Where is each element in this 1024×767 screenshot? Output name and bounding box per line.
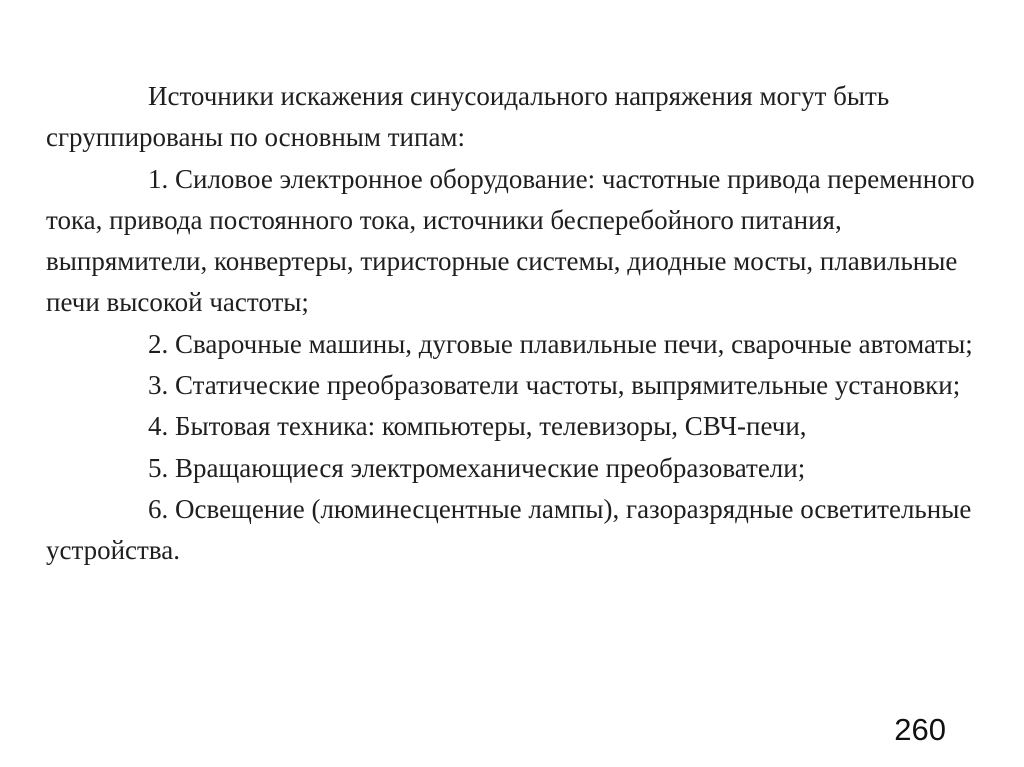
intro-paragraph: Источники искажения синусоидального напряжения могут быть сгруппированы по основным типам:: [46, 81, 890, 153]
list-item-1: 1. Силовое электронное оборудование: частотные привода переменного тока, привода постоянного тока, источники бесперебойного питания, выпрямители, конвертеры, тиристорные системы, диодные мосты, плавильные печи высокой частоты;: [46, 163, 975, 318]
body-text: [46, 76, 986, 572]
list-item-3: 3. Статические преобразователи частоты, выпрямительные установки;: [148, 370, 961, 401]
page-number: 260: [894, 712, 946, 747]
list-item-5: 5. Вращающиеся электромеханические преобразователи;: [148, 452, 806, 483]
list-item-6: 6. Освещение (люминесцентные лампы), газоразрядные осветительные устройства.: [46, 493, 972, 566]
list-item-4: 4. Бытовая техника: компьютеры, телевизоры, СВЧ-печи,: [148, 411, 807, 442]
list-item-2: 2. Сварочные машины, дуговые плавильные печи, сварочные автоматы;: [148, 328, 973, 359]
